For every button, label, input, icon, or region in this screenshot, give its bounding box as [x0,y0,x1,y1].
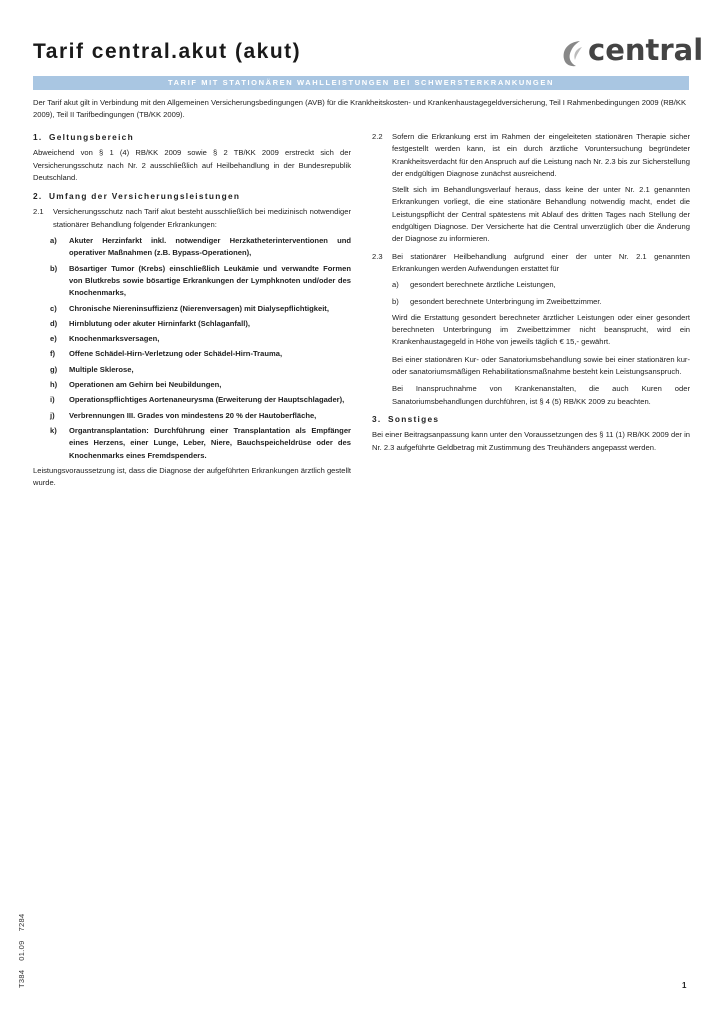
list-item: e) Knochenmarksversagen, [50,334,160,344]
list-item: j) Verbrennungen III. Grades von mindestens 20 % der Hautoberfläche, [50,410,317,420]
list-item: b) gesondert berechnete Unterbringung im Zweibettzimmer. [392,296,602,306]
left-column [33,131,351,495]
list-item: i) Operationspflichtiges Aortenaneurysma (Erweiterung der Hauptschlagader), [50,395,345,405]
clause-2-3-para-2: Bei einer stationären Kur- oder Sanatoriumsbehandlung sowie bei einer stationären kur- oder sanatoriumsmäßigen Rehabilitationsmaßnahme besteht kein Leistungsanspruch. [392,354,690,377]
list-item: f) Offene Schädel-Hirn-Verletzung oder Schädel-Hirn-Trauma, [50,349,283,359]
right-column [372,131,690,460]
diagnosis-requirement: Leistungsvoraussetzung ist, dass die Diagnose der aufgeführten Erkrankungen ärztlich gestellt wurde. [33,465,351,488]
page-title: Tarif central.akut (akut) [33,40,302,63]
clause-2-1: 2.1 Versicherungsschutz nach Tarif akut besteht ausschließlich bei medizinisch notwendiger stationärer Behandlung folgender Erkrankungen: [33,207,351,229]
clause-2-2: 2.2 Sofern die Erkrankung erst im Rahmen der eingeleiteten stationären Therapie sicher festgestellt werden kann, ist ein durch ärztliche Voruntersuchung begründeter Krankheitsverdacht für den Anspruch auf die Leistung nach Nr. 2.3 bis zur Sicherstellung der endgültigen Diagnose zunächst ausreichend. [372,132,690,178]
list-item: d) Hirnblutung oder akuter Hirninfarkt (Schlaganfall), [50,318,251,328]
list-item: c) Chronische Niereninsuffizienz (Nierenversagen) mit Dialysepflichtigkeit, [50,303,329,313]
list-item: k) Organtransplantation: Durchführung einer Transplantation als Empfänger eines Herzens, einer Lunge, Leber, Niere, Bauchspeicheldrüse oder des Knochenmarks eines Fremdspenders. [50,425,351,460]
list-item: b) Bösartiger Tumor (Krebs) einschließlich Leukämie und verwandte Formen von Blutkrebs sowie bösartige Erkrankungen der Lymphknoten und/oder des Knochenmarks, [50,263,351,298]
section-3-text: Bei einer Beitragsanpassung kann unter den Voraussetzungen des § 11 (1) RB/KK 2009 der in Nr. 2.3 aufgeführte Geldbetrag mit Zustimmung des Treuhänders angepasst werden. [372,430,690,452]
clause-2-3-para-1: Wird die Erstattung gesondert berechneter ärztlicher Leistungen oder einer gesondert berechneten Unterbringung im Zweibettzimmer nicht beansprucht, wird ein Krankenhaustagegeld in Höhe von jeweils täglich € 15,- gewährt. [392,312,690,347]
clause-2-3-para-3: Bei Inanspruchnahme von Krankenanstalten, die auch Kuren oder Sanatoriumsbehandlungen durchführen, ist § 4 (5) RB/KK 2009 zu beachten. [392,384,690,406]
logo-wordmark: central [588,33,704,67]
tariff-banner: TARIF MIT STATIONÄREN WAHLLEISTUNGEN BEI SCHWERSTERKRANKUNGEN [33,76,689,90]
section-heading-3: 3. Sonstiges [372,413,440,424]
clause-2-3: 2.3 Bei stationärer Heilbehandlung aufgrund einer der unter Nr. 2.1 genannten Erkrankungen werden Aufwendungen erstattet für [372,251,690,273]
list-item: g) Multiple Sklerose, [50,364,134,374]
form-code: T38401.097284 [17,913,26,988]
page-number: 1 [682,981,687,990]
disease-list [33,235,351,462]
list-item: h) Operationen am Gehirn bei Neubildungen, [50,380,222,390]
list-item: a) gesondert berechnete ärztliche Leistungen, [392,280,556,290]
central-swoosh-icon [560,38,588,68]
intro-paragraph: Der Tarif akut gilt in Verbindung mit den Allgemeinen Versicherungsbedingungen (AVB) für die Krankheitskosten- und Krankenhaustagegeldversicherung, Teil I Rahmenbedingungen 2009 (RB/KK 2009), Teil II Tarifbedingungen (TB/KK 2009). [33,98,687,120]
section-heading-1: 1. Geltungsbereich [33,132,134,142]
section-heading-2: 2. Umfang der Versicherungsleistungen [33,191,241,202]
list-item: a) Akuter Herzinfarkt inkl. notwendiger Herzkatheterinterventionen und operativer Maßnahmen (z.B. Bypass-Operationen), [50,236,351,258]
section-1-text: Abweichend von § 1 (4) RB/KK 2009 sowie § 2 TB/KK 2009 erstreckt sich der Versicherungsschutz nach Nr. 2 ausschließlich auf Heilbehandlung in der Bundesrepublik Deutschland. [33,148,351,182]
central-logo [560,33,704,70]
clause-2-2-continuation: Stellt sich im Behandlungsverlauf heraus, dass keine der unter Nr. 2.1 genannten Erkrankungen vorliegt, die eine stationäre Behandlung notwendig macht, endet die Leistungspflicht der Central spätestens mit Ablauf des dritten Tages nach Stellung der endgültigen Diagnose. Der Versicherte hat die Central unverzüglich über die Änderung der Diagnose zu informieren. [392,185,690,244]
